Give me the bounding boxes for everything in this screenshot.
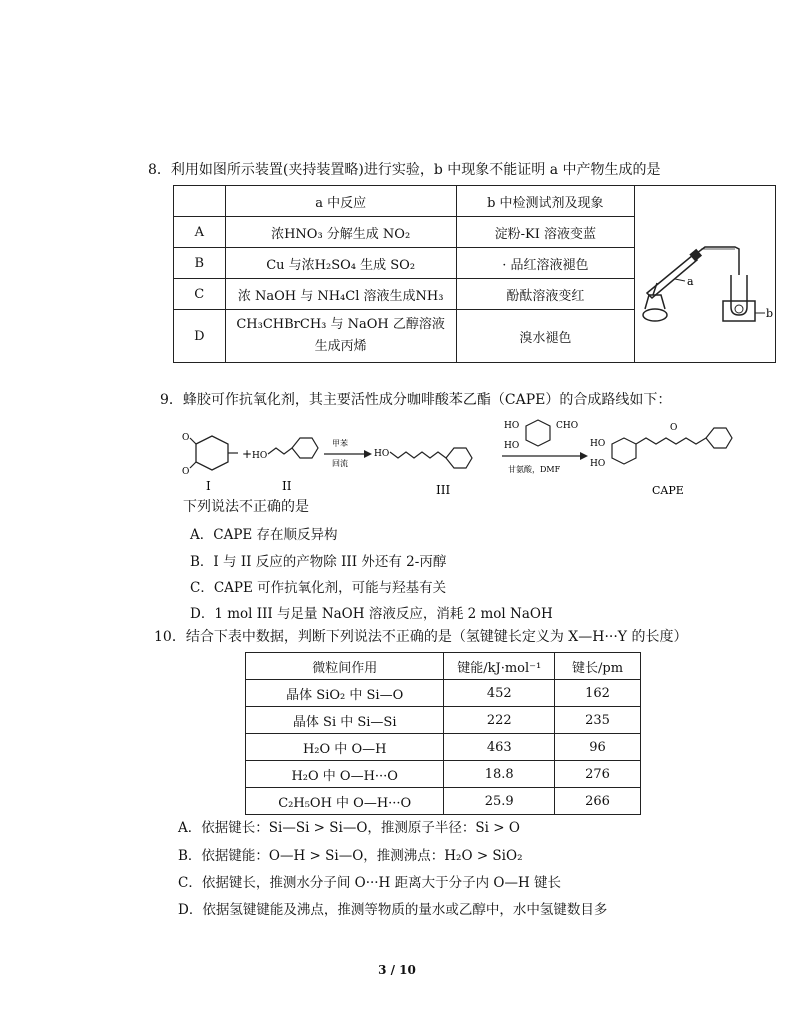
q9-option-c: C．CAPE 可作抗氧化剂，可能与羟基有关 xyxy=(190,580,447,596)
q9-stem: 9．蜂胶可作抗氧化剂，其主要活性成分咖啡酸苯乙酯（CAPE）的合成路线如下： xyxy=(160,392,672,408)
q8-header-detect: b 中检测试剂及现象 xyxy=(456,186,634,217)
q10-option-a: A．依据键长：Si—Si > Si—O，推测原子半径：Si > O xyxy=(178,820,520,836)
table-cell: 162 xyxy=(555,680,641,707)
q8-table xyxy=(173,185,776,363)
cape-ho-1: HO xyxy=(590,439,606,449)
table-cell: 452 xyxy=(444,680,555,707)
table-row xyxy=(246,761,641,788)
table-cell: C₂H₅OH 中 O—H···O xyxy=(246,788,444,815)
table-cell: 266 xyxy=(555,788,641,815)
apparatus-diagram xyxy=(635,197,775,347)
q8-row-label: B xyxy=(174,248,226,279)
q8-stem: 8．利用如图所示装置(夹持装置略)进行实验，b 中现象不能证明 a 中产物生成的是 xyxy=(148,162,661,178)
q8-apparatus-cell xyxy=(634,186,775,363)
table-cell: 276 xyxy=(555,761,641,788)
table-cell: H₂O 中 O—H···O xyxy=(246,761,444,788)
page-number: 3 / 10 xyxy=(378,963,416,977)
plus-sign: + xyxy=(242,447,253,461)
q9-option-b: B．I 与 II 反应的产物除 III 外还有 2-丙醇 xyxy=(190,554,447,570)
table-cell: 96 xyxy=(555,734,641,761)
reagent-cho: CHO xyxy=(556,421,579,431)
label-cape: CAPE xyxy=(652,484,684,497)
q8-row-label: A xyxy=(174,217,226,248)
q8-row-detect: 淀粉-KI 溶液变蓝 xyxy=(456,217,634,248)
table-row xyxy=(246,680,641,707)
label-o: O xyxy=(182,467,190,477)
cond1-top: 甲苯 xyxy=(332,439,348,448)
cond2: 甘氨酸，DMF xyxy=(508,465,561,474)
table-row xyxy=(246,734,641,761)
table-cell: 235 xyxy=(555,707,641,734)
table-cell: 18.8 xyxy=(444,761,555,788)
q9-option-a: A．CAPE 存在顺反异构 xyxy=(190,527,338,543)
q8-row-d-line1: CH₃CHBrCH₃ 与 NaOH 乙醇溶液 xyxy=(236,317,445,332)
q10-header-interaction: 微粒间作用 xyxy=(246,653,444,680)
q10-table xyxy=(245,652,641,815)
label-compound-i: I xyxy=(206,479,211,493)
table-cell: 463 xyxy=(444,734,555,761)
q10-option-d: D．依据氢键键能及沸点，推测等物质的量水或乙醇中，水中氢键数目多 xyxy=(178,902,608,918)
table-cell: 晶体 SiO₂ 中 Si—O xyxy=(246,680,444,707)
q10-header-length: 键长/pm xyxy=(555,653,641,680)
label-compound-ii: II xyxy=(282,479,292,493)
q8-row-reaction: 浓HNO₃ 分解生成 NO₂ xyxy=(225,217,456,248)
q8-header-empty xyxy=(174,186,226,217)
table-cell: 222 xyxy=(444,707,555,734)
q8-row-detect: 溴水褪色 xyxy=(456,310,634,363)
q9-synthesis-scheme xyxy=(176,414,766,504)
reagent-ho-2: HO xyxy=(504,441,520,451)
cond1-bottom: 回流 xyxy=(332,459,348,468)
label-ho: HO xyxy=(374,449,390,459)
label-a: a xyxy=(686,275,694,288)
q8-row-d-line2: 生成丙烯 xyxy=(314,339,367,354)
q8-row-detect: · 品红溶液褪色 xyxy=(456,248,634,279)
q8-row-label: D xyxy=(174,310,226,363)
q8-header-reaction: a 中反应 xyxy=(225,186,456,217)
table-row xyxy=(246,788,641,815)
q8-row-reaction: Cu 与浓H₂SO₄ 生成 SO₂ xyxy=(225,248,456,279)
q8-row-reaction-d xyxy=(225,310,456,363)
table-row xyxy=(246,653,641,680)
q10-option-b: B．依据键能：O—H > Si—O，推测沸点：H₂O > SiO₂ xyxy=(178,848,523,864)
table-row xyxy=(174,186,776,217)
table-cell: 晶体 Si 中 Si—Si xyxy=(246,707,444,734)
table-row xyxy=(246,707,641,734)
q10-stem: 10．结合下表中数据，判断下列说法不正确的是（氢键键长定义为 X—H···Y 的长度） xyxy=(154,629,688,645)
label-b: b xyxy=(765,307,774,320)
q8-row-reaction: 浓 NaOH 与 NH₄Cl 溶液生成NH₃ xyxy=(225,279,456,310)
q9-option-d: D．1 mol III 与足量 NaOH 溶液反应，消耗 2 mol NaOH xyxy=(190,606,553,622)
q9-ask: 下列说法不正确的是 xyxy=(183,499,309,515)
reagent-ho-1: HO xyxy=(504,421,520,431)
cape-ho-2: HO xyxy=(590,459,606,469)
cape-o: O xyxy=(670,423,678,433)
q10-option-c: C．依据键长，推测水分子间 O···H 距离大于分子内 O—H 键长 xyxy=(178,875,562,891)
table-cell: 25.9 xyxy=(444,788,555,815)
label-o: O xyxy=(182,433,190,443)
label-compound-iii: III xyxy=(436,483,451,497)
q8-row-detect: 酚酞溶液变红 xyxy=(456,279,634,310)
q8-row-label: C xyxy=(174,279,226,310)
label-ho: HO xyxy=(252,451,268,461)
table-cell: H₂O 中 O—H xyxy=(246,734,444,761)
q10-header-energy: 键能/kJ·mol⁻¹ xyxy=(444,653,555,680)
